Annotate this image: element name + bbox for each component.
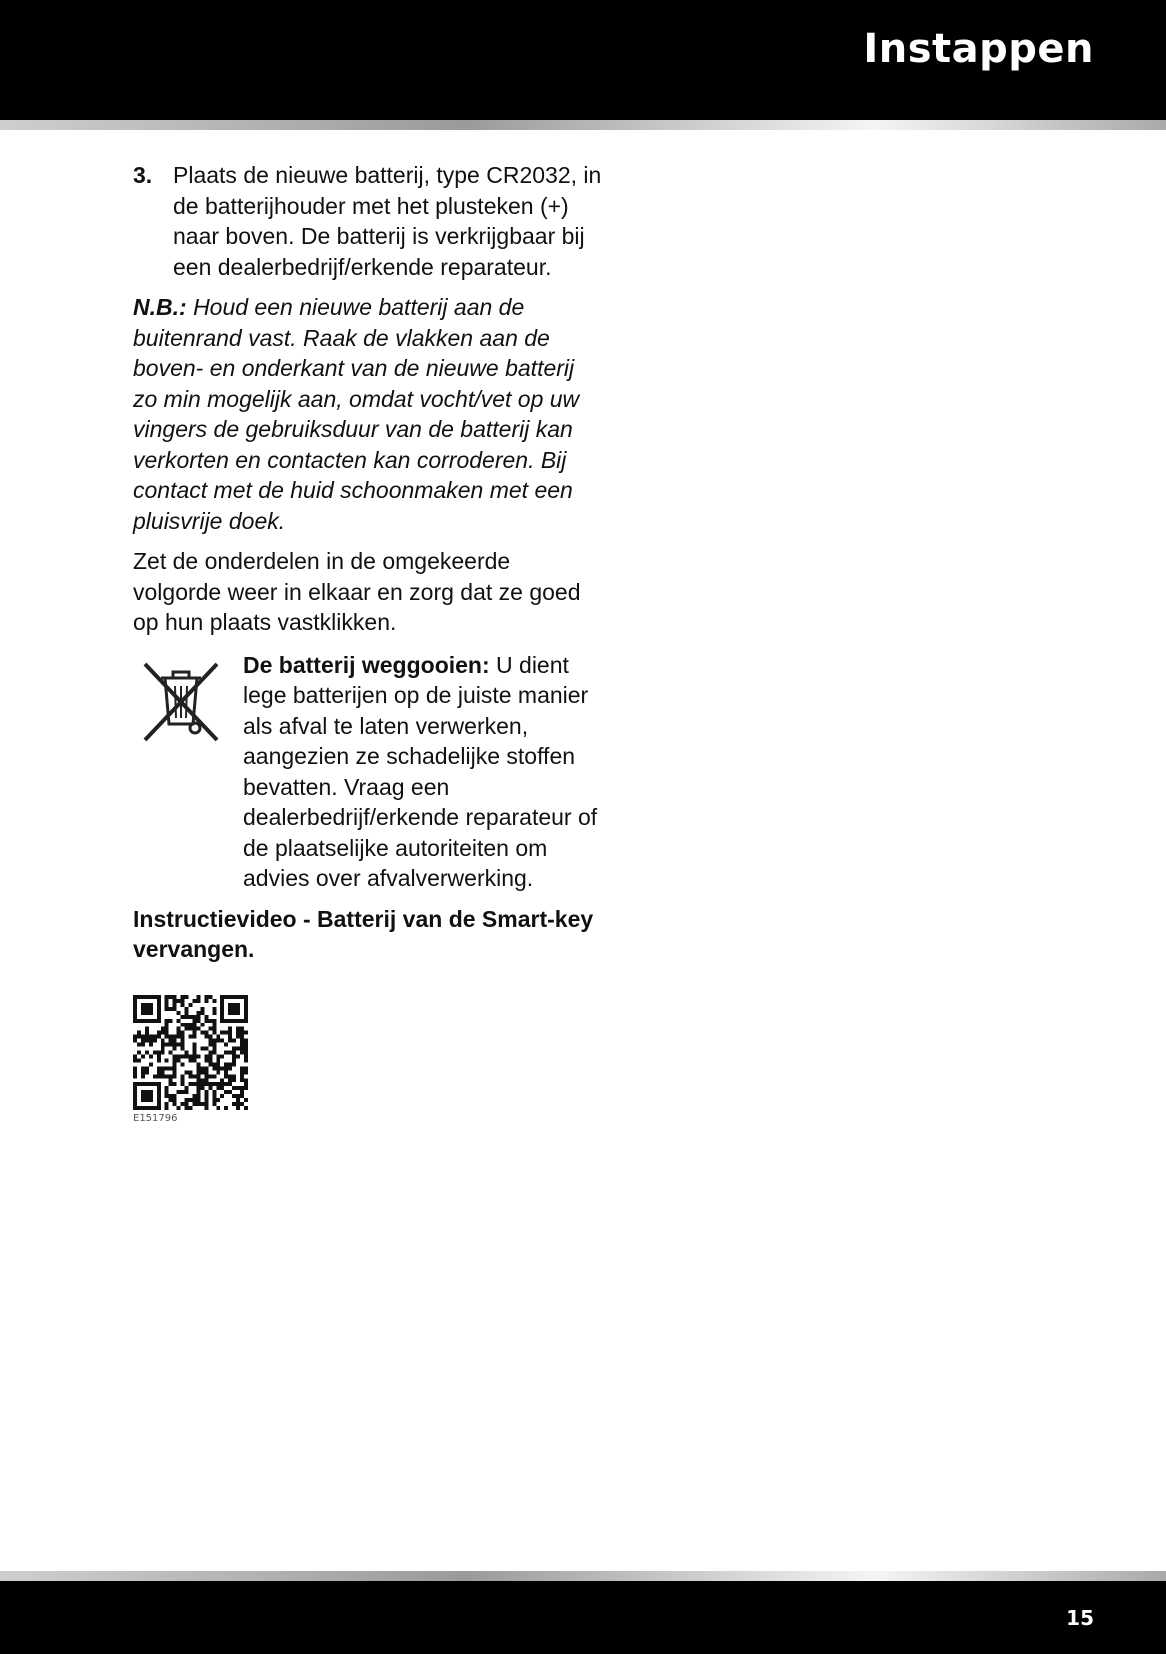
disposal-heading: De batterij weggooien: [243,651,490,678]
note-label: N.B.: [133,294,187,320]
page-header [0,0,1166,120]
figure-code: E151796 [133,1112,178,1124]
step-3 [133,160,603,282]
header-rule [0,120,1166,130]
disposal-section [133,650,603,894]
qr-code[interactable] [133,995,248,1110]
video-title: Instructievideo - Batterij van de Smart-key vervangen. [133,905,594,962]
page-footer [0,1581,1166,1654]
reassemble-paragraph: Zet de onderdelen in de omgekeerde volgorde weer in elkaar en zorg dat ze goed op hun plaats vastklikken. [133,548,581,635]
note-text: Houd een nieuwe batterij aan de buitenrand vast. Raak de vlakken aan de boven- en onderkant van de nieuwe batterij zo min mogelijk aan, omdat vocht/vet op uw vingers de gebruiksduur van de batterij kan verkorten en contacten kan corroderen. Bij contact met de huid schoonmaken met een pluisvrije doek. [133,294,580,534]
disposal-text: U dient lege batterijen op de juiste manier als afval te laten verwerken, aangezien ze schadelijke stoffen bevatten. Vraag een dealerbedrijf/erkende reparateur of de plaatselijke autoriteiten om advies over afvalverwerking. [243,651,598,891]
content-column [133,160,603,1126]
note [133,292,603,536]
section-title: Instappen [863,26,1094,72]
step-text: Plaats de nieuwe batterij, type CR2032, in de batterijhouder met het plusteken (+) naar boven. De batterij is verkrijgbaar bij een dealerbedrijf/erkende reparateur. [173,162,602,280]
qr-figure [133,995,253,1126]
footer-rule [0,1571,1166,1581]
step-number: 3. [133,162,153,188]
crossed-out-wheelie-bin-icon [139,658,223,744]
page-number: 15 [1066,1606,1094,1630]
